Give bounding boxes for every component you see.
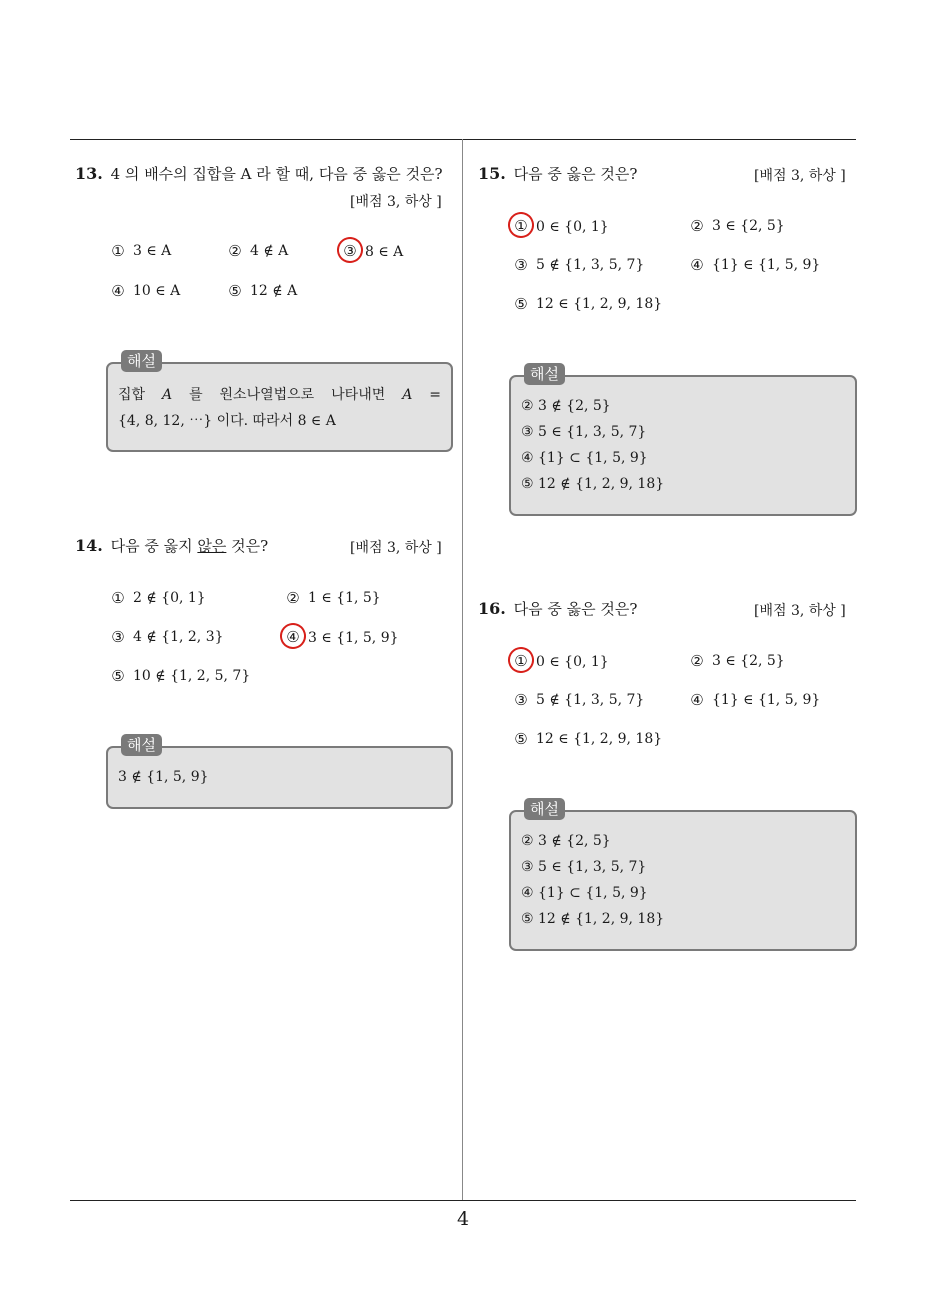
q16-solution-line-4: ④ {1} ⊂ {1, 5, 9} xyxy=(521,885,648,901)
question-13-text: 4 의 배수의 집합을 A 라 할 때, 다음 중 옳은 것은? xyxy=(110,165,443,183)
q16-solution-line-2: ② 3 ∉ {2, 5} xyxy=(521,833,611,849)
selected-answer-circle xyxy=(277,620,309,652)
solution-tag: 해설 xyxy=(524,363,565,385)
question-13-header xyxy=(75,161,443,187)
q16-solution-box xyxy=(509,800,857,951)
choice-mark: ① xyxy=(514,217,528,235)
q16-choice-3[interactable]: ③ 5 ∉ {1, 3, 5, 7} xyxy=(512,690,644,710)
q16-choice-1[interactable]: ① 0 ∈ {0, 1} xyxy=(512,651,609,672)
choice-mark: ③ xyxy=(343,242,357,260)
q16-choice-5[interactable]: ⑤ 12 ∈ {1, 2, 9, 18} xyxy=(512,729,662,749)
q13-solution-box xyxy=(106,352,453,452)
q16-choice-2[interactable]: ② 3 ∈ {2, 5} xyxy=(688,651,785,671)
q15-choice-3[interactable]: ③ 5 ∉ {1, 3, 5, 7} xyxy=(512,255,644,275)
q15-solution-line-4: ④ {1} ⊂ {1, 5, 9} xyxy=(521,450,648,466)
choice-mark: ② xyxy=(690,217,704,235)
q13-choice-5[interactable]: ⑤ 12 ∉ A xyxy=(226,281,297,301)
question-15-header: 15. 다음 중 옳은 것은? xyxy=(478,164,638,183)
question-14-number: 14. xyxy=(75,536,103,555)
selected-answer-circle xyxy=(505,209,537,241)
q15-choice-5[interactable]: ⑤ 12 ∈ {1, 2, 9, 18} xyxy=(512,294,662,314)
question-14-header: 14. 다음 중 옳지 않은 것은? xyxy=(75,536,269,555)
question-15-number: 15. xyxy=(478,164,506,183)
q15-solution-line-5: ⑤ 12 ∉ {1, 2, 9, 18} xyxy=(521,476,665,492)
question-13-number: 13. xyxy=(75,164,103,183)
q14-choice-4[interactable]: ④ 3 ∈ {1, 5, 9} xyxy=(284,627,399,648)
q14-choice-3[interactable]: ③ 4 ∉ {1, 2, 3} xyxy=(109,627,224,647)
choice-mark: ③ xyxy=(514,256,528,274)
choice-mark: ② xyxy=(228,242,242,260)
question-16-number: 16. xyxy=(478,599,506,618)
choice-mark: ④ xyxy=(690,691,704,709)
q16-solution-line-3: ③ 5 ∈ {1, 3, 5, 7} xyxy=(521,859,647,875)
choice-mark: ① xyxy=(111,589,125,607)
q16-solution-line-5: ⑤ 12 ∉ {1, 2, 9, 18} xyxy=(521,911,665,927)
q13-solution-line-2: {4, 8, 12, ⋯} 이다. 따라서 8 ∈ A xyxy=(118,413,336,429)
choice-mark: ③ xyxy=(111,628,125,646)
q13-choice-3[interactable]: ③ 8 ∈ A xyxy=(341,241,403,262)
q13-solution-line-1: 집합 A 를 원소나열법으로 나타내면 A = xyxy=(118,387,441,403)
q15-solution-line-2: ② 3 ∉ {2, 5} xyxy=(521,398,611,414)
q14-solution-line: 3 ∉ {1, 5, 9} xyxy=(118,769,209,785)
question-13-score: [배점 3, 하상 ] xyxy=(350,194,442,210)
choice-mark: ④ xyxy=(111,282,125,300)
choice-mark: ② xyxy=(286,589,300,607)
solution-tag: 해설 xyxy=(121,350,162,372)
q15-choice-1[interactable]: ① 0 ∈ {0, 1} xyxy=(512,216,609,237)
column-divider xyxy=(462,139,463,1200)
selected-answer-circle xyxy=(334,234,366,266)
question-15-score: [배점 3, 하상 ] xyxy=(754,168,846,184)
choice-mark: ① xyxy=(111,242,125,260)
choice-mark: ⑤ xyxy=(111,667,125,685)
q15-solution-box xyxy=(509,365,857,516)
selected-answer-circle xyxy=(505,644,537,676)
bottom-rule xyxy=(70,1200,856,1201)
choice-mark: ⑤ xyxy=(228,282,242,300)
choice-mark: ② xyxy=(690,652,704,670)
q16-choice-4[interactable]: ④ {1} ∈ {1, 5, 9} xyxy=(688,690,820,710)
q14-choice-5[interactable]: ⑤ 10 ∉ {1, 2, 5, 7} xyxy=(109,666,250,686)
q14-choice-1[interactable]: ① 2 ∉ {0, 1} xyxy=(109,588,206,608)
q15-choice-4[interactable]: ④ {1} ∈ {1, 5, 9} xyxy=(688,255,820,275)
q15-choice-2[interactable]: ② 3 ∈ {2, 5} xyxy=(688,216,785,236)
q13-choice-1[interactable]: ① 3 ∈ A xyxy=(109,241,171,261)
choice-mark: ⑤ xyxy=(514,730,528,748)
q14-choice-2[interactable]: ② 1 ∈ {1, 5} xyxy=(284,588,381,608)
q13-choice-4[interactable]: ④ 10 ∈ A xyxy=(109,281,180,301)
top-rule xyxy=(70,139,856,140)
q13-choice-2[interactable]: ② 4 ∉ A xyxy=(226,241,288,261)
question-16-score: [배점 3, 하상 ] xyxy=(754,603,846,619)
choice-mark: ④ xyxy=(690,256,704,274)
choice-mark: ① xyxy=(514,652,528,670)
q14-solution-box xyxy=(106,736,453,809)
solution-tag: 해설 xyxy=(524,798,565,820)
solution-tag: 해설 xyxy=(121,734,162,756)
question-16-header: 16. 다음 중 옳은 것은? xyxy=(478,599,638,618)
question-14-score: [배점 3, 하상 ] xyxy=(350,540,442,556)
choice-mark: ④ xyxy=(286,628,300,646)
page-number: 4 xyxy=(456,1208,470,1230)
q15-solution-line-3: ③ 5 ∈ {1, 3, 5, 7} xyxy=(521,424,647,440)
underlined-word: 않은 xyxy=(197,537,227,555)
choice-mark: ⑤ xyxy=(514,295,528,313)
choice-mark: ③ xyxy=(514,691,528,709)
